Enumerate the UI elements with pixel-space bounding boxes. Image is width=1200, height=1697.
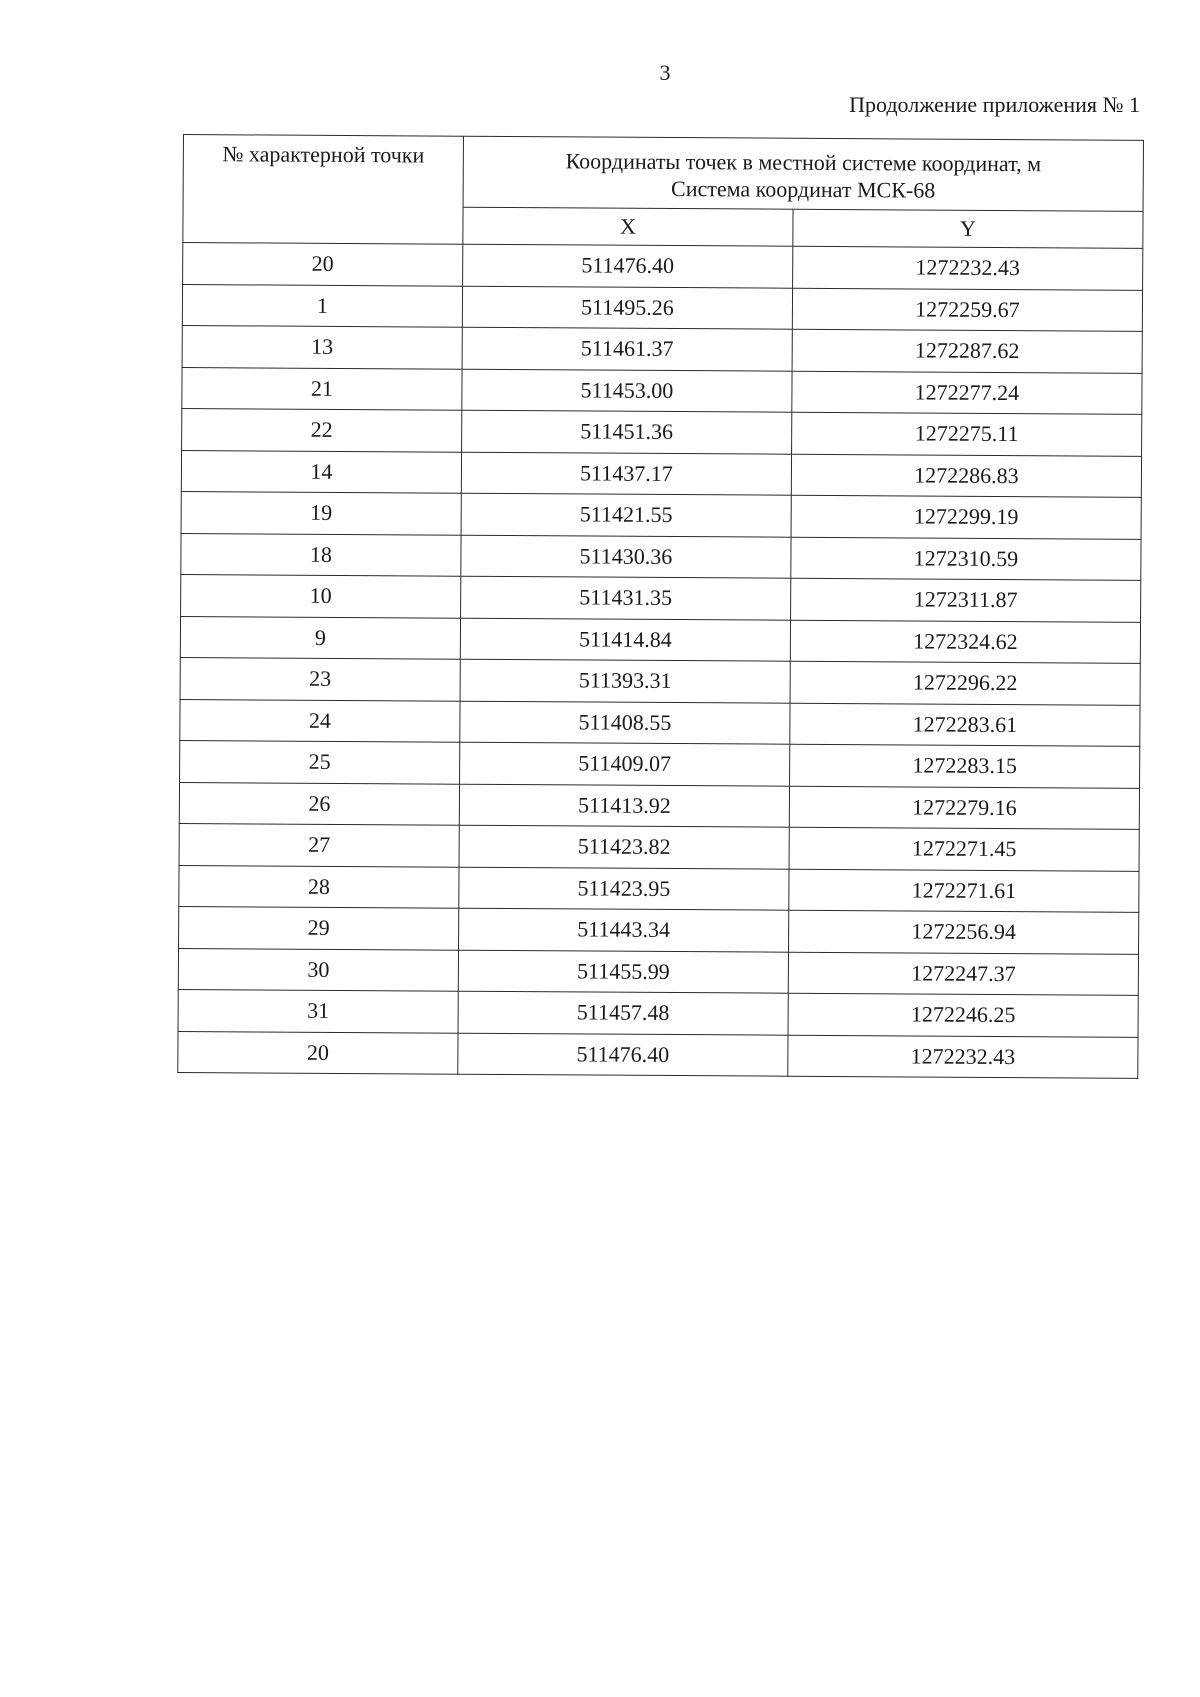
header-x: X [463, 207, 793, 246]
table-row [180, 740, 1140, 787]
cell-y: 1272296.22 [790, 661, 1140, 705]
cell-y: 1272283.61 [790, 703, 1140, 747]
cell-x: 511423.82 [459, 825, 789, 869]
cell-point: 25 [180, 740, 460, 783]
table-row [182, 325, 1142, 372]
cell-y: 1272283.15 [790, 744, 1140, 788]
cell-y: 1272287.62 [792, 329, 1142, 373]
table-row [178, 989, 1138, 1036]
header-point-number: № характерной точки [183, 135, 464, 245]
cell-y: 1272324.62 [790, 620, 1140, 664]
header-coordinates-line1: Координаты точек в местной системе координат, м [565, 148, 1042, 177]
cell-y: 1272286.83 [791, 454, 1141, 498]
cell-x: 511451.36 [462, 410, 792, 454]
cell-x: 511495.26 [462, 286, 792, 330]
cell-x: 511430.36 [461, 535, 791, 579]
cell-point: 23 [180, 657, 460, 700]
header-coordinates [463, 136, 1143, 211]
table-body [178, 243, 1143, 1079]
cell-point: 19 [181, 491, 461, 534]
cell-y: 1272232.43 [788, 1035, 1138, 1079]
cell-y: 1272299.19 [791, 495, 1141, 539]
cell-y: 1272259.67 [792, 288, 1142, 332]
cell-point: 14 [181, 450, 461, 493]
cell-y: 1272246.25 [788, 993, 1138, 1037]
cell-x: 511423.95 [459, 867, 789, 911]
cell-point: 30 [178, 948, 458, 991]
table-row [181, 574, 1141, 621]
table-row [180, 657, 1140, 704]
cell-point: 31 [178, 989, 458, 1032]
cell-y: 1272271.61 [789, 869, 1139, 913]
table-row [179, 782, 1139, 829]
cell-point: 29 [179, 906, 459, 949]
table-row [182, 408, 1142, 455]
cell-point: 24 [180, 699, 460, 742]
cell-x: 511443.34 [459, 908, 789, 952]
cell-point: 9 [180, 616, 460, 659]
table-row [183, 243, 1143, 290]
cell-point: 22 [182, 408, 462, 451]
table-row [179, 906, 1139, 953]
table-row [180, 616, 1140, 663]
table-row [180, 699, 1140, 746]
cell-y: 1272256.94 [789, 910, 1139, 954]
cell-point: 13 [182, 325, 462, 368]
cell-x: 511461.37 [462, 327, 792, 371]
cell-x: 511408.55 [460, 701, 790, 745]
cell-y: 1272311.87 [791, 578, 1141, 622]
cell-y: 1272247.37 [788, 952, 1138, 996]
table-row [181, 491, 1141, 538]
cell-point: 27 [179, 823, 459, 866]
table-row [182, 284, 1142, 331]
continuation-label: Продолжение приложения № 1 [849, 92, 1140, 117]
table-row [181, 450, 1141, 497]
cell-x: 511414.84 [460, 618, 790, 662]
cell-x: 511476.40 [458, 1033, 788, 1077]
table-row [182, 367, 1142, 414]
cell-x: 511413.92 [459, 784, 789, 828]
cell-point: 18 [181, 533, 461, 576]
coordinates-table [177, 134, 1144, 1079]
cell-x: 511431.35 [461, 576, 791, 620]
cell-point: 20 [178, 1031, 458, 1074]
table-row [179, 823, 1139, 870]
table-row [178, 1031, 1138, 1078]
cell-point: 10 [181, 574, 461, 617]
cell-x: 511455.99 [458, 950, 788, 994]
header-coordinates-line2: Система координат МСК-68 [670, 175, 936, 203]
cell-x: 511437.17 [461, 452, 791, 496]
cell-x: 511421.55 [461, 493, 791, 537]
page-number: 3 [659, 60, 671, 85]
cell-x: 511393.31 [460, 659, 790, 703]
cell-y: 1272277.24 [792, 371, 1142, 415]
cell-point: 1 [182, 284, 462, 327]
cell-y: 1272279.16 [789, 786, 1139, 830]
table-row [179, 865, 1139, 912]
header-y: Y [793, 209, 1143, 248]
cell-y: 1272310.59 [791, 537, 1141, 581]
cell-y: 1272275.11 [792, 412, 1142, 456]
cell-x: 511457.48 [458, 991, 788, 1035]
cell-x: 511409.07 [460, 742, 790, 786]
cell-point: 28 [179, 865, 459, 908]
cell-point: 26 [179, 782, 459, 825]
table-row [181, 533, 1141, 580]
cell-point: 21 [182, 367, 462, 410]
table-row [178, 948, 1138, 995]
cell-x: 511476.40 [463, 244, 793, 288]
cell-y: 1272271.45 [789, 827, 1139, 871]
cell-point: 20 [183, 243, 463, 286]
cell-y: 1272232.43 [793, 246, 1143, 290]
cell-x: 511453.00 [462, 369, 792, 413]
